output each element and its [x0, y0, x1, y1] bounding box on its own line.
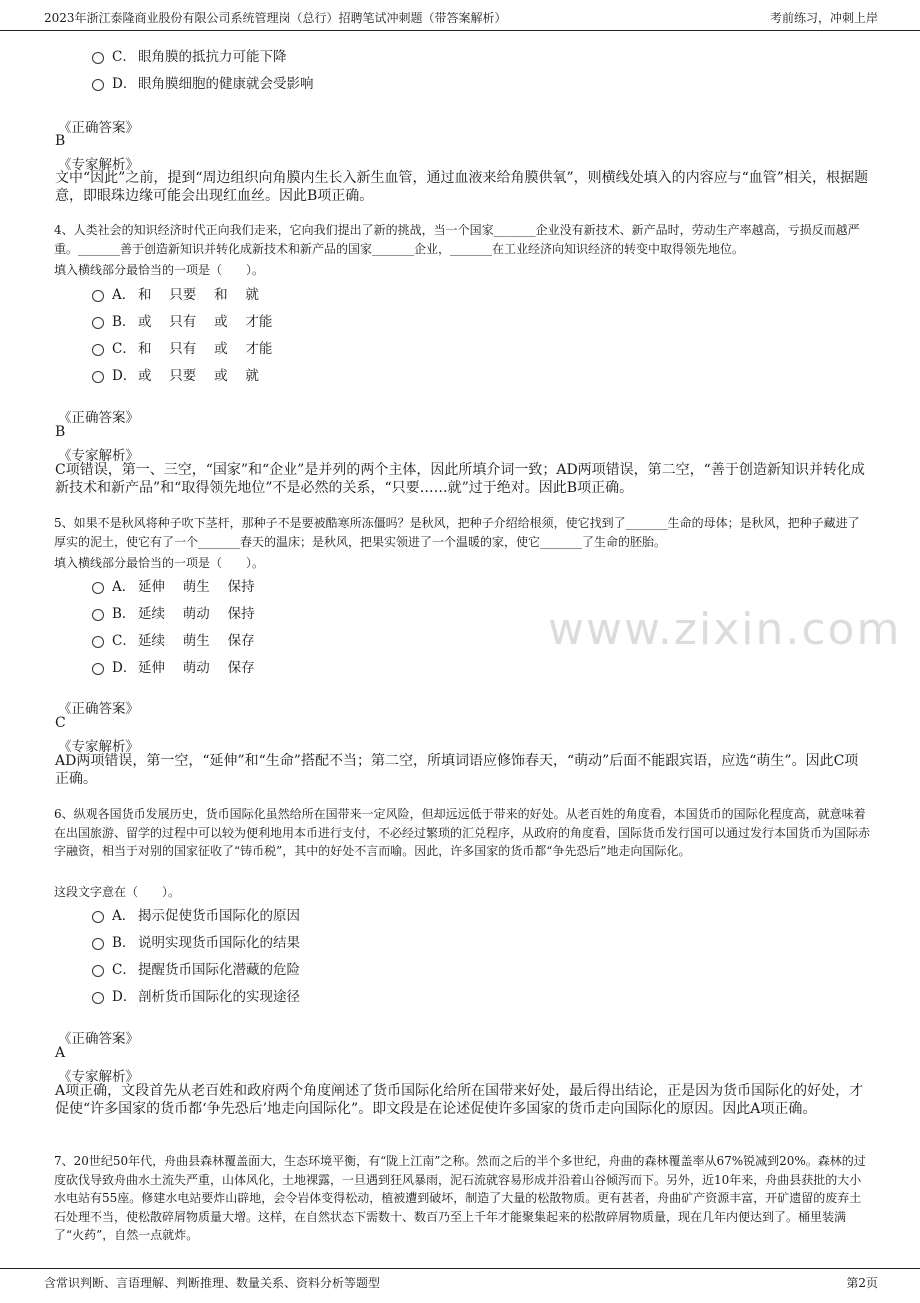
- analysis-text: 文中“因此”之前，提到“周边组织向角膜内生长入新生血管，通过血液来给角膜供氧”，则横线处填入的内容应与“血管”相关，根据题意，即眼珠边缘可能会出现红血丝。因此B项正确。: [55, 170, 868, 204]
- analysis-label: 《专家解析》: [58, 157, 139, 173]
- radio-icon[interactable]: [92, 911, 104, 923]
- answer-value: A: [55, 1045, 66, 1061]
- radio-icon[interactable]: [92, 290, 104, 302]
- analysis-text: AD两项错误，第一空，“延伸”和“生命”搭配不当；第二空，所填词语应修饰春天，“萌动”后面不能跟宾语，应选“萌生”。因此C项正确。: [55, 753, 859, 787]
- option-q6-b[interactable]: B． 说明实现货币国际化的结果: [92, 931, 300, 951]
- option-q6-c[interactable]: C． 提醒货币国际化潜藏的危险: [92, 958, 300, 978]
- question-stem: 6、纵观各国货币发展历史，货币国际化虽然给所在国带来一定风险，但却远远低于带来的好处。从老百姓的角度看，本国货币的国际化程度高，就意味着在出国旅游、留学的过程中可以较为便利地用本币进行支付，不必经过繁琐的汇兑程序，从政府的角度看，国际货币发行国可以通过发行本国货币为国际赤字融资，相当于对别的国家征收了“铸币税”，其中的好处不言而喻。因此，许多国家的货币都“争先恐后”地走向国际化。: [54, 807, 871, 858]
- answer-label: 《正确答案》: [58, 410, 139, 426]
- option-q3-c[interactable]: C． 眼角膜的抵抗力可能下降: [92, 45, 287, 65]
- radio-icon[interactable]: [92, 371, 104, 383]
- option-q3-d[interactable]: D． 眼角膜细胞的健康就会受影响: [92, 72, 314, 92]
- footer-topics: 含常识判断、言语理解、判断推理、数量关系、资料分析等题型: [44, 1276, 381, 1290]
- radio-icon[interactable]: [92, 52, 104, 64]
- answer-value: B: [55, 133, 66, 149]
- radio-icon[interactable]: [92, 938, 104, 950]
- analysis-label: 《专家解析》: [58, 1069, 139, 1085]
- radio-icon[interactable]: [92, 79, 104, 91]
- option-q5-a[interactable]: A． 延伸 萌生 保持: [92, 575, 255, 595]
- radio-icon[interactable]: [92, 609, 104, 621]
- answer-label: 《正确答案》: [58, 1031, 139, 1047]
- question-stem: 5、如果不是秋风将种子吹下茎杆，那种子不是要被酷寒所冻僵吗？是秋风，把种子介绍给根须，使它找到了_______生命的母体；是秋风，把种子藏进了厚实的泥土，使它有了一个_______春天的温床；是秋风，把果实领进了一个温暖的家，使它_______了生命的胚胎。: [54, 516, 860, 549]
- option-q5-b[interactable]: B． 延续 萌动 保持: [92, 602, 255, 622]
- header-slogan: 考前练习，冲刺上岸: [769, 11, 878, 25]
- option-q5-d[interactable]: D． 延伸 萌动 保存: [92, 656, 255, 676]
- question-prompt: 填入横线部分最恰当的一项是（ ）。: [54, 556, 265, 570]
- radio-icon[interactable]: [92, 317, 104, 329]
- option-q4-c[interactable]: C． 和 只有 或 才能: [92, 337, 272, 357]
- answer-value: C: [55, 715, 66, 731]
- analysis-label: 《专家解析》: [58, 739, 139, 755]
- radio-icon[interactable]: [92, 992, 104, 1004]
- watermark: www.zixin.com: [548, 604, 902, 655]
- document-title: 2023年浙江泰隆商业股份有限公司系统管理岗（总行）招聘笔试冲刺题（带答案解析）: [44, 11, 507, 25]
- page-footer: [0, 1268, 920, 1303]
- question-prompt: 这段文字意在（ ）。: [54, 885, 181, 899]
- radio-icon[interactable]: [92, 344, 104, 356]
- analysis-text: C项错误，第一、三空，“国家”和“企业”是并列的两个主体，因此所填介词一致；AD两项错误，第二空，“善于创造新知识并转化成新技术和新产品”和“取得领先地位”不是必然的关系，“只要……就”过于绝对。因此B项正确。: [55, 462, 865, 496]
- radio-icon[interactable]: [92, 663, 104, 675]
- analysis-text: A项正确，文段首先从老百姓和政府两个角度阐述了货币国际化给所在国带来好处，最后得出结论，正是因为货币国际化的好处，才促使“许多国家的货币都‘争先恐后’地走向国际化”。即文段是在论述促使许多国家的货币走向国际化的原因。因此A项正确。: [55, 1083, 864, 1117]
- option-q6-d[interactable]: D． 剖析货币国际化的实现途径: [92, 985, 300, 1005]
- radio-icon[interactable]: [92, 965, 104, 977]
- answer-label: 《正确答案》: [58, 120, 139, 136]
- question-prompt: 填入横线部分最恰当的一项是（ ）。: [54, 263, 265, 277]
- option-q5-c[interactable]: C． 延续 萌生 保存: [92, 629, 255, 649]
- radio-icon[interactable]: [92, 582, 104, 594]
- analysis-label: 《专家解析》: [58, 448, 139, 464]
- option-q4-a[interactable]: A． 和 只要 和 就: [92, 283, 259, 303]
- option-q4-d[interactable]: D． 或 只要 或 就: [92, 364, 259, 384]
- question-stem: 7、20世纪50年代，舟曲县森林覆盖面大，生态环境平衡，有“陇上江南”之称。然而之后的半个多世纪，舟曲的森林覆盖率从67%锐减到20%。森林的过度砍伐导致舟曲水土流失严重，山体风化，土地裸露，一旦遇到狂风暴雨，泥石流就容易形成并沿着山谷倾泻而下。另外，近10年来，舟曲县获批的大小水电站有55座。修建水电站要炸山辟地，会令岩体变得松动，植被遭到破坏，制造了大量的松散物质。更有甚者，舟曲矿产资源丰富，开矿遗留的废弃土石处理不当，使松散碎屑物质量大增。这样，在自然状态下需数十、数百乃至上千年才能聚集起来的松散碎屑物质量，现在几年内便达到了。桶里装满了“火药”，自然一点就炸。: [54, 1154, 866, 1242]
- option-q6-a[interactable]: A． 揭示促使货币国际化的原因: [92, 904, 300, 924]
- option-q4-b[interactable]: B． 或 只有 或 才能: [92, 310, 272, 330]
- question-stem: 4、人类社会的知识经济时代正向我们走来，它向我们提出了新的挑战，当一个国家_______企业没有新技术、新产品时，劳动生产率越高，亏损反而越严重。_______善于创造新知识并转化成新技术和新产品的国家_______企业，_______在工业经济向知识经济的转变中取得领先地位。: [54, 223, 860, 256]
- radio-icon[interactable]: [92, 636, 104, 648]
- answer-value: B: [55, 424, 66, 440]
- page-number: 第2页: [846, 1276, 878, 1290]
- answer-label: 《正确答案》: [58, 701, 139, 717]
- page-header: [0, 0, 920, 31]
